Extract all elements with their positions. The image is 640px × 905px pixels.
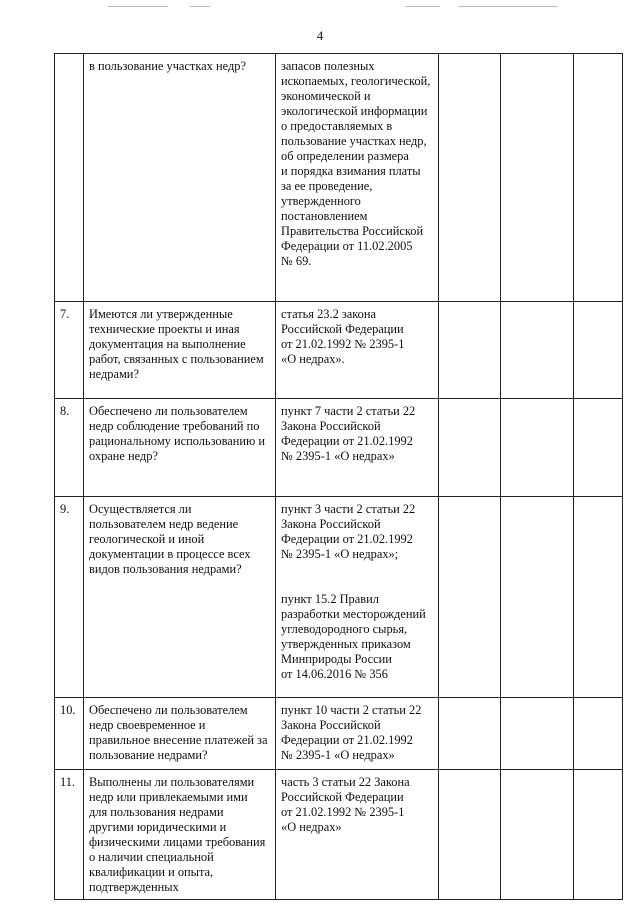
answer-cell[interactable]	[501, 54, 574, 302]
answer-cell[interactable]	[501, 698, 574, 770]
table-row	[55, 698, 623, 770]
question-text: Обеспечено ли пользователем недр соблюдение требований по рациональному использованию и охране недр?	[89, 404, 266, 463]
answer-cell[interactable]	[439, 302, 501, 399]
scan-artifact-line	[190, 6, 210, 7]
row-number: 11.	[55, 770, 84, 900]
checklist-table	[54, 53, 623, 900]
table-row	[55, 302, 623, 399]
spacer	[281, 562, 433, 592]
row-number: 7.	[55, 302, 84, 399]
legal-reference-cell	[276, 770, 439, 900]
note-cell[interactable]	[574, 399, 623, 497]
scan-artifact-line	[405, 6, 440, 7]
question-text: в пользование участках недр?	[89, 59, 246, 73]
scan-artifact-line	[108, 6, 168, 7]
legal-reference-text: пункт 7 части 2 статьи 22 Закона Российской Федерации от 21.02.1992 № 2395-1 «О недрах»	[281, 404, 416, 463]
answer-cell[interactable]	[439, 399, 501, 497]
note-cell[interactable]	[574, 770, 623, 900]
question-cell	[84, 302, 276, 399]
question-cell	[84, 698, 276, 770]
legal-reference-cell	[276, 302, 439, 399]
answer-cell[interactable]	[501, 302, 574, 399]
note-cell[interactable]	[574, 497, 623, 698]
question-text: Выполнены ли пользователями недр или привлекаемыми ими для пользования недрами другими юридическими и физическими лицами требования о наличии специальной квалификации и опыта, подтвержденных	[89, 775, 266, 894]
scan-artifact-line	[458, 6, 558, 7]
row-number: 9.	[55, 497, 84, 698]
answer-cell[interactable]	[439, 698, 501, 770]
table-row	[55, 497, 623, 698]
legal-reference-cell	[276, 54, 439, 302]
answer-cell[interactable]	[439, 497, 501, 698]
question-text: Имеются ли утвержденные технические проекты и иная документация на выполнение работ, связанных с пользованием недрами?	[89, 307, 264, 381]
note-cell[interactable]	[574, 54, 623, 302]
note-cell[interactable]	[574, 698, 623, 770]
answer-cell[interactable]	[501, 399, 574, 497]
question-cell	[84, 497, 276, 698]
row-number	[55, 54, 84, 302]
question-text: Обеспечено ли пользователем недр своевременное и правильное внесение платежей за пользование недрами?	[89, 703, 268, 762]
question-cell	[84, 54, 276, 302]
legal-reference-text: пункт 10 части 2 статьи 22 Закона Российской Федерации от 21.02.1992 № 2395-1 «О недрах»	[281, 703, 422, 762]
row-number: 8.	[55, 399, 84, 497]
table-row	[55, 54, 623, 302]
legal-reference-cell	[276, 698, 439, 770]
answer-cell[interactable]	[501, 770, 574, 900]
legal-reference-text: часть 3 статьи 22 Закона Российской Федерации от 21.02.1992 № 2395-1 «О недрах»	[281, 775, 410, 834]
legal-reference-text: статья 23.2 закона Российской Федерации от 21.02.1992 № 2395-1 «О недрах».	[281, 307, 405, 366]
legal-reference-cell	[276, 399, 439, 497]
legal-reference-text: запасов полезных ископаемых, геологической, экономической и экологической информации о предоставляемых в пользование участках недр, об определении размера и порядка взимания платы за ее проведение, утвержденного постановлением Правительства Российской Федерации от 11.02.2005 № 69.	[281, 59, 431, 268]
table-row	[55, 770, 623, 900]
legal-reference-text: пункт 15.2 Правил разработки месторождений углеводородного сырья, утвержденных приказом Минприроды России от 14.06.2016 № 356	[281, 592, 426, 681]
question-cell	[84, 399, 276, 497]
question-cell	[84, 770, 276, 900]
page-number: 4	[316, 28, 324, 43]
row-number: 10.	[55, 698, 84, 770]
legal-reference-text: пункт 3 части 2 статьи 22 Закона Российской Федерации от 21.02.1992 № 2395-1 «О недрах»;	[281, 502, 416, 561]
question-text: Осуществляется ли пользователем недр ведение геологической и иной документации в процессе всех видов пользования недрами?	[89, 502, 251, 576]
answer-cell[interactable]	[439, 770, 501, 900]
answer-cell[interactable]	[439, 54, 501, 302]
legal-reference-cell	[276, 497, 439, 698]
table-row	[55, 399, 623, 497]
note-cell[interactable]	[574, 302, 623, 399]
answer-cell[interactable]	[501, 497, 574, 698]
